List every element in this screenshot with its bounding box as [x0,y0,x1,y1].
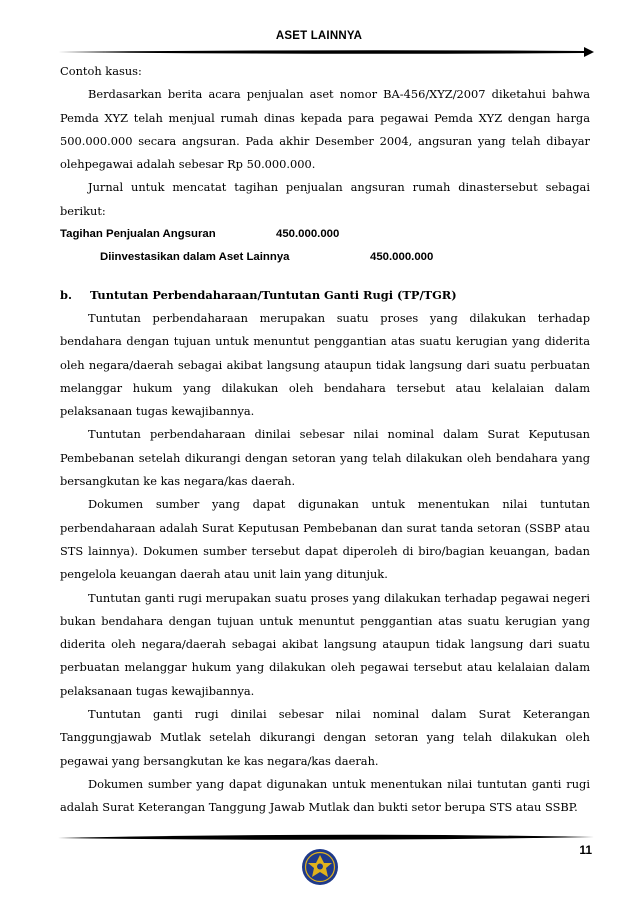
journal-debit-row [60,223,590,246]
section-b-paragraph-5: Tuntutan ganti rugi dinilai sebesar nilai nominal dalam Surat Keterangan Tanggungjawab Mutlak setelah dikurangi dengan setoran yang telah dilakukan oleh pegawai yang bersangkutan ke kas negara/kas daerah. [60,707,590,768]
section-b-letter: b. [60,287,72,302]
ministry-emblem-icon [301,848,339,886]
journal-credit-row [60,246,590,269]
section-b-heading [60,284,590,307]
journal-debit-account: Tagihan Penjualan Angsuran [60,228,216,241]
journal-debit-amount: 450.000.000 [276,228,340,241]
section-b-paragraph-2: Tuntutan perbendaharaan dinilai sebesar nilai nominal dalam Surat Keputusan Pembebanan setelah dikurangi dengan setoran yang telah dilakukan oleh bendahara yang bersangkutan ke kas negara/kas daerah. [60,427,590,489]
header-rule [58,45,594,59]
section-b-paragraph-1: Tuntutan perbendaharaan merupakan suatu proses yang dilakukan terhadap bendahara dengan tujuan untuk menuntut penggantian atas suatu kerugian yang diderita oleh negara/daerah sebagai akibat langsung ataupun tidak langsung dari suatu perbuatan melanggar hukum yang dilakukan oleh bendahara tersebut atau kelalaian dalam pelaksanaan tugas kewajibannya. [60,310,590,419]
page-number: 11 [579,843,592,857]
intro-label: Contoh kasus: [60,64,142,78]
section-b-paragraph-3: Dokumen sumber yang dapat digunakan untuk menentukan nilai tuntutan perbendaharaan adalah Surat Keputusan Pembebanan dan surat tanda setoran (SSBP atau STS lainnya). Dokumen sumber tersebut dapat diperoleh di biro/bagian keuangan, badan pengelola keuangan daerah atau unit lain yang ditunjuk. [60,497,590,582]
page-content [60,60,590,820]
section-b-paragraph-4: Tuntutan ganti rugi merupakan suatu proses yang dilakukan terhadap pegawai negeri bukan bendahara dengan tujuan untuk menuntut penggantian atas suatu kerugian yang diderita oleh negara/daerah sebagai akibat langsung ataupun tidak langsung dari suatu perbuatan melanggar hukum yang dilakukan oleh pegawai tersebut atau kelalaian dalam pelaksanaan tugas kewajibannya. [60,590,590,698]
footer-rule [58,832,594,842]
intro-paragraph-2: Jurnal untuk mencatat tagihan penjualan angsuran rumah dinastersebut sebagai berikut: [60,180,590,218]
section-b-paragraph-6: Dokumen sumber yang dapat digunakan untuk menentukan nilai tuntutan ganti rugi adalah Surat Keterangan Tanggung Jawab Mutlak dan bukti setor berupa STS atau SSBP. [60,776,590,815]
journal-credit-account: Diinvestasikan dalam Aset Lainnya [100,251,290,264]
journal-credit-amount: 450.000.000 [370,251,434,264]
intro-paragraph-1: Berdasarkan berita acara penjualan aset nomor BA-456/XYZ/2007 diketahui bahwa Pemda XYZ telah menjual rumah dinas kepada para pegawai Pemda XYZ dengan harga 500.000.000 secara angsuran. Pada akhir Desember 2004, angsuran yang telah dibayar olehpegawai adalah sebesar Rp 50.000.000. [60,87,590,172]
page-header-title: ASET LAINNYA [275,30,363,42]
section-b-title: Tuntutan Perbendaharaan/Tuntutan Ganti Rugi (TP/TGR) [90,287,457,302]
